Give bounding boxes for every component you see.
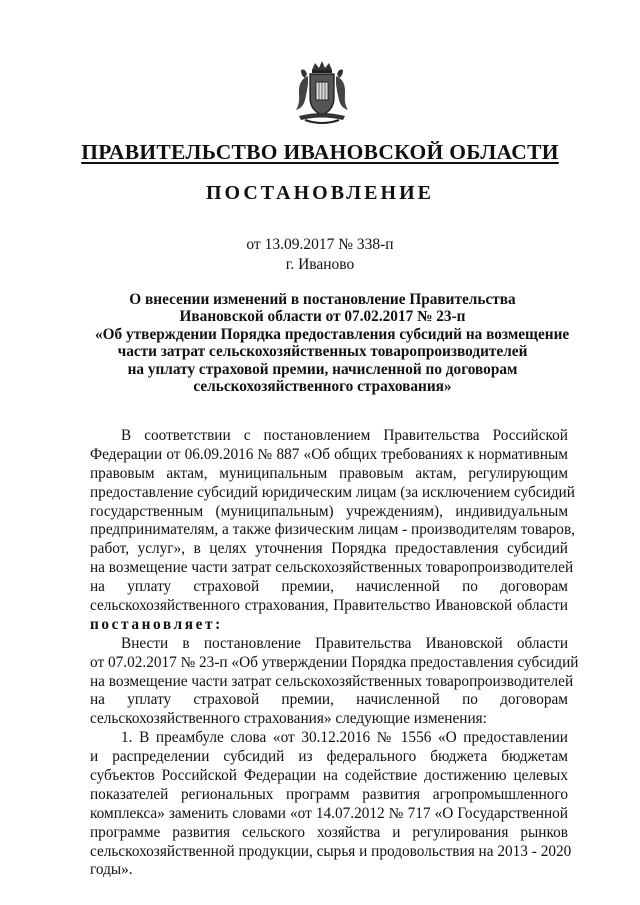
paragraph-line: годы». (90, 861, 133, 879)
paragraph-line: предоставление субсидий юридическим лицам (за исключением субсидий (90, 483, 575, 501)
paragraph-line: государственным (муниципальным) учреждениям), индивидуальным (90, 502, 568, 520)
paragraph-line: сельскохозяйственного страхования, Правительство Ивановской области (90, 597, 568, 615)
paragraph-line: правовым актам, муниципальным правовым актам, регулирующим (90, 464, 568, 482)
heading-line: «Об утверждении Порядка предоставления субсидий на возмещение (95, 325, 570, 343)
document-type: ПОСТАНОВЛЕНИЕ (206, 182, 434, 204)
heading-line: части затрат сельскохозяйственных товаропроизводителей (117, 343, 528, 361)
paragraph-line: на возмещение части затрат сельскохозяйственных товаропроизводителей (90, 559, 574, 577)
paragraph-line: В соответствии с постановлением Правительства Российской (121, 427, 568, 444)
paragraph-line: Внести в постановление Правительства Ивановской области (121, 634, 568, 652)
paragraph-line: и распределении субсидий из федерального бюджета бюджетам (90, 748, 568, 766)
paragraph-line: сельскохозяйственной продукции, сырья и продовольствия на 2013 - 2020 (90, 842, 572, 860)
paragraph-line: на возмещение части затрат сельскохозяйственных товаропроизводителей (90, 672, 574, 690)
resolves-word: постановляет: (90, 615, 223, 633)
paragraph-line: работ, услуг», в целях уточнения Порядка предоставления субсидий (90, 540, 568, 558)
paragraph-line: Федерации от 06.09.2016 № 887 «Об общих требованиях к нормативным (90, 445, 568, 463)
heading-line: сельскохозяйственного страхования» (193, 378, 452, 396)
paragraph-line: предпринимателям, а также физическим лицам - производителям товаров, (90, 521, 575, 539)
city: г. Иваново (285, 256, 355, 273)
paragraph-line: сельскохозяйственного страхования» следующие изменения: (90, 710, 487, 728)
paragraph-line: программе развития сельского хозяйства и регулирования рынков (90, 823, 568, 841)
resolves-line (90, 616, 568, 635)
paragraph-line: показателей региональных программ развития агропромышленного (90, 785, 568, 803)
paragraph-line: на уплату страховой премии, начисленной по договорам (90, 578, 568, 596)
paragraph-line: субъектов Российской Федерации на содействие достижению целевых (90, 767, 568, 785)
government-title: ПРАВИТЕЛЬСТВО ИВАНОВСКОЙ ОБЛАСТИ (81, 140, 559, 164)
document-heading (95, 291, 570, 396)
paragraph-line: комплекса» заменить словами «от 14.07.2012 № 717 «О Государственной (90, 804, 568, 822)
body-text (90, 427, 579, 880)
coat-of-arms-icon (293, 60, 351, 126)
paragraph-line: на уплату страховой премии, начисленной по договорам (90, 691, 568, 709)
heading-line: Ивановской области от 07.02.2017 № 23-п (179, 308, 466, 326)
heading-line: на уплату страховой премии, начисленной по договорам (127, 360, 518, 378)
date-number: от 13.09.2017 № 338-п (246, 236, 394, 253)
paragraph-line: 1. В преамбуле слова «от 30.12.2016 № 1556 «О предоставлении (121, 729, 568, 747)
heading-line: О внесении изменений в постановление Правительства (129, 291, 516, 308)
paragraph-line: от 07.02.2017 № 23-п «Об утверждении Порядка предоставления субсидий (90, 653, 579, 671)
